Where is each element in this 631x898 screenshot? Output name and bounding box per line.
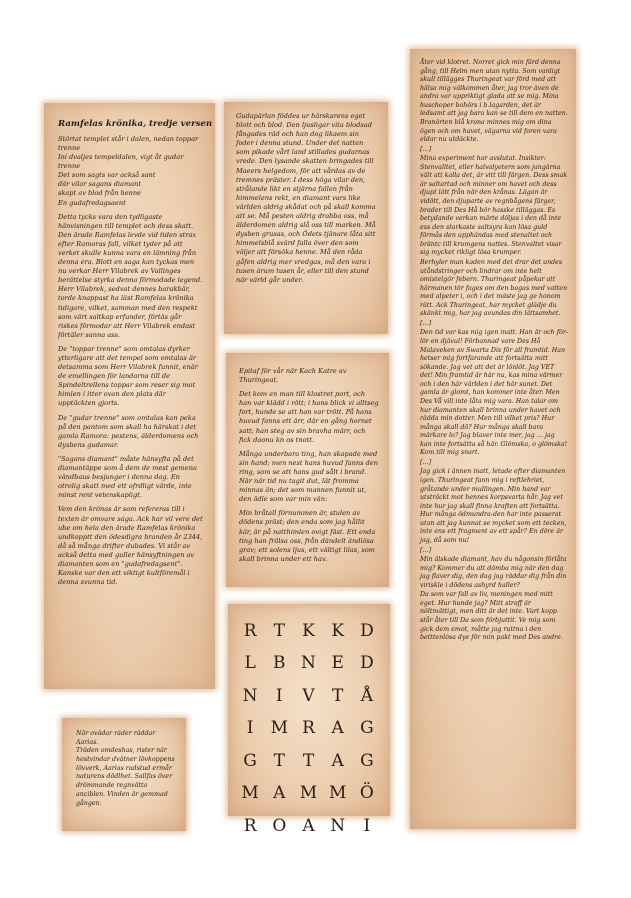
grid-letter: K <box>302 621 316 641</box>
grid-letter: V <box>302 685 316 706</box>
grid-letter: A <box>273 783 287 804</box>
journal-entry: Jag gick i ännen inatt, letade efter diamanten igen. Thuringeat fann mig i reftlehriet, gråtande under mullingen. Min hand var utsträckt mot hennes korpsvarta hår. Jag vet inte hur jag skall finna kraften att fortsätta. Hur många ödmundra-den har inte passerat utan att jag kunnat se mycket som ett tecken, inte ens ett fragment av ett spår? En döre är jag, då som nu! <box>420 468 567 544</box>
grid-letter: I <box>246 718 255 739</box>
grid-letter: G <box>360 750 375 771</box>
chronicle-paragraph: "Sagans diamant" måste hänsyfta på det diamantäppe som å dem de mest gemena vändbaus besjunger i denna dag. En otrolig skatt med ett ofrdligt värde, inte minst rent vetenskapligt. <box>58 454 197 500</box>
epitaph-panel <box>226 353 389 587</box>
journal-panel <box>410 49 576 829</box>
chronicle-poem: Störtat templet står i dalen, nedan toppar trenne Ini dvaljes tempeldalen, vigt åt gudar trenne Det som sagts var ackså sant där vilar sagans diamant skapt av blod från henne En gudafredagsaent <box>58 134 199 207</box>
journal-separator: […] <box>420 458 432 466</box>
epitaph-title: Epitaf för vår när Kach Katre av Thuringeat. <box>239 367 347 385</box>
grid-letter: D <box>360 621 375 641</box>
epitaph-paragraph: Många underbara ting, han skapade med sin hand; men nest hans huvud fanns den ring, som se att hans gud sålt i brand. När när tid nu tagit dut, lät fromma minnas än; det som mannen funnit ut, den ädle som var min vän: <box>239 449 378 504</box>
aarias-verse-panel <box>62 718 186 831</box>
journal-entry: Åter vid klotret. Norret gick min färd denna gång, till Helm men utan nytta. Som vanligt skull tillägges Thuringeat var förd med att hälsa mig välkommen åter, jag tror även de andra var uppriktigt glada att se mig. Mina huschoper bohörs i b.lagarden, det är ledsamt att jag bara kan se till dem en natten. Branörten blå krona minnes mig om dina ögen och om havet, vägarna vid foren vara eldar nu utdäckte. <box>420 59 568 144</box>
chronicle-paragraph: Vem den krönas är som refereras till i texten är omvare sága. Ack har vil vere det ube om hela den ärade Ramfelas krönika undkopptt den ödesdigra branden år 2344, då så många drifter dubades. Vi står av ackså detta med guller hänsyftningen av diamanten som en "gudafredagsent". Kanske var den ett viktigt kultföremål i denna svunna tid. <box>58 505 203 587</box>
journal-entry: Min älskade diamant, hav du någonsin förlåta mig? Kommer du att dömba mig när den dag jag flaver dig, den dag jag räddar dig från din viriskle i dödens ashyrd haller? <box>420 556 567 589</box>
grid-letter: T <box>273 621 286 641</box>
grid-letter: G <box>360 718 375 739</box>
grid-letter: L <box>244 653 257 674</box>
grid-letter: M <box>328 783 348 804</box>
journal-entry: Berhyler man kaden med det drar det undes utåndstringer och lindrar om inte helt omistelgör febern. Thuringeat påpekar att härmanen tör fages om den bagas med vatten med alpeter i, och i det mäste jag ge honom rätt. Ack Thuringeat, har mycket glädje du skänkt mig, har jag avundas din lättsamhet. <box>420 258 568 318</box>
grid-letter: I <box>363 815 372 836</box>
grid-letter: I <box>275 685 284 706</box>
grid-letter: T <box>302 750 316 771</box>
grid-letter: K <box>331 621 346 641</box>
grid-letter: A <box>331 718 345 739</box>
grid-letter: T <box>273 750 286 771</box>
grid-letter: R <box>243 621 258 641</box>
grid-letter: A <box>331 750 345 771</box>
epitaph-paragraph: Det kom en man till klostret port, och han var klädd i rött; i hans blick vi alltseg fort, hunde se att han var trött. På hans huvud fanns ett ärr, där en gång hornet satt; han steg av sin bravha märr, och fick daonu kn os tnott. <box>239 390 379 444</box>
grid-letter: O <box>272 815 288 836</box>
grid-letter: M <box>299 783 319 804</box>
grid-letter: T <box>332 685 345 706</box>
grid-letter: R <box>243 815 258 836</box>
chronicle-paragraph: De "gudar trenne" som omtalas kan peka på den pantom som skall ha härskat i det gamla Ramora: pestens, älderdomens och dysbens gudamar. <box>58 413 199 449</box>
grid-letter: D <box>360 653 375 674</box>
aarias-verse-text: När ovädar räder räddar Aarias. Träden omdeshas, rister när hostvindar dvätner lövkoppens lövverk, Aarias radstud ermår naturens dödlhet. Sallfas över drömmande regnvätta anciblen. Vinden är gemmad gången. <box>76 730 175 807</box>
chronicle-paragraph: Detta tycks vara den tydligaste hänvisningen till templet och dess skatt. Den ärade Ramfelas levde vid tiden strax efter Ramoras fall, vilket tyder på att verket skulle kunna vara en lämning från denna era. Blott en saga kan tyckas men nu verkar Herr Vilabrek av Vallinges berättelse styrka denna förmodade legend. Herr Vilabrek, sedvat dennes barakbär, torde knappast ha läst Ramfelas krönika tidigare, vilket, samman med den respekt som värt saltkap erfunder, förtäs går riskes förmodar att Herr Vilabrek endast förtäler sanna ass. <box>58 212 203 339</box>
chronicle-panel <box>44 103 215 689</box>
journal-separator: […] <box>420 546 432 554</box>
grid-letter: N <box>301 653 317 674</box>
journal-separator: […] <box>420 145 432 153</box>
grid-letter: B <box>273 653 287 674</box>
grid-letter: M <box>241 783 260 804</box>
chronicle-title: Ramfelas krönika, tredje versen <box>58 119 213 129</box>
grid-letter: R <box>302 718 316 739</box>
journal-separator: […] <box>420 319 432 327</box>
journal-entry: Mina experiment har avslutat. Insikter: Stenvalltet, eller halvalyetern som jangärna vält att kalla det, är vitt till färgen. Dess smak är saltartad och minner om havet och dess djupt lätt från när den krånas. Lägan är vidött, den djuparte av regnbågens färger, brader till Des Hå bör hasske tilläggas. Es betydande verkan märte döljas i den då inte ess den starkaste saltsyra kan lösa guld förmås den upphändas med stenaltet och bräntc till krumgens nattes. Stenvaltet visar sig mycket rikligt lösa krumper. <box>420 155 568 257</box>
grid-letter: N <box>330 815 347 836</box>
grid-letter: A <box>302 815 316 836</box>
gem-legend-text: Gudapärlan föddes ur härskarens eget blott och blod. Den ljusligar vita blodsad fångades räd och han dog likaem sin foder i denna stund. Under det natten som pikade vårt land stillades gudarnas vrede. Den lysande skatten bringades till Maeers helgedom, för att vårdas av de tremnes präster. I dess höga vilar den, strålande likt en stjärna fallen från himmelens rekt, en diamant vars like världen aldrig skådat och på skall komma att se. Må pesten aldrig drabba oss, må älderdomen aldrig slå oss till marken. Må dysben grusas, och Ödets tjänare låta sitt himmelsblå svärd falla över den som väljer att försöka henne. Må den råda gåfen aldrig mer vredgas, må den vara i tusen ärum tusen år, eller till den stund när värld går under. <box>236 112 376 284</box>
grid-letter: Ö <box>359 783 375 804</box>
journal-entry: Da som var fall av liv, meningen med mitt eget. Hur hunde jag? Mitt straff är nöltmättigt, men ditt är det inte. Vart kopp står åter till Da som förbjuttit. Ve mig som gick dem emot, måtte jag ruttna i den betttenlösa dye för min pakt med Des andre. <box>420 591 563 642</box>
journal-entry: Den tid var kas mig igen inatt. Han är och för-lör en djävul! Förbannad vare Des Hå Malaveken av Swarta Dis för all framtid. Han hetser mig fortfarande att fortsätta mitt sökande. Jag vet att det är lönlöt. Jag VET det! Min framtid är här nu, kas mina värmer och i den här världen i det här sunet. Det gamla är glomt, han kommer inte åter. Men Des Vå vill inte låta mig vara. Han talar om hur diamanten skall brinna under havet och rädda min dotter. Men till vilket pris? Hur många skall dö? Hur många skall bara märkare lo? Jag blaver inte mer, jag … jag kan inte fortsätta så här. Glömska, o glömska! Kom till mig snart. <box>420 329 568 457</box>
gem-legend-panel <box>224 102 388 334</box>
letter-grid <box>236 620 382 838</box>
grid-letter: N <box>242 685 259 706</box>
grid-letter: Å <box>360 685 375 706</box>
grid-letter: E <box>331 653 345 674</box>
grid-letter: M <box>270 718 289 739</box>
chronicle-paragraph: De "toppar trenne" som omtalas dyrker ytterligare att det tempel som omtalas är detsamma som Herr Vilabrek funnit, enär de emellingen för landarna till de Spindeltrellens toppar som reser sig mot himlen i itter ovan den plats där upptäckten gjorts. <box>58 344 198 408</box>
letter-grid-panel <box>228 604 390 836</box>
epitaph-paragraph: Min bråtall förnummen är, stulen av dödens präst; den enda som jag hållit kär, är på natthimlen ovigt fäst. Ett enda ting han frälsa oss, från dändelt ändlösa grav; ett solens ljus, ett vältigt lilas, som skall brinna under ett hav. <box>239 509 376 563</box>
grid-letter: G <box>243 750 258 771</box>
